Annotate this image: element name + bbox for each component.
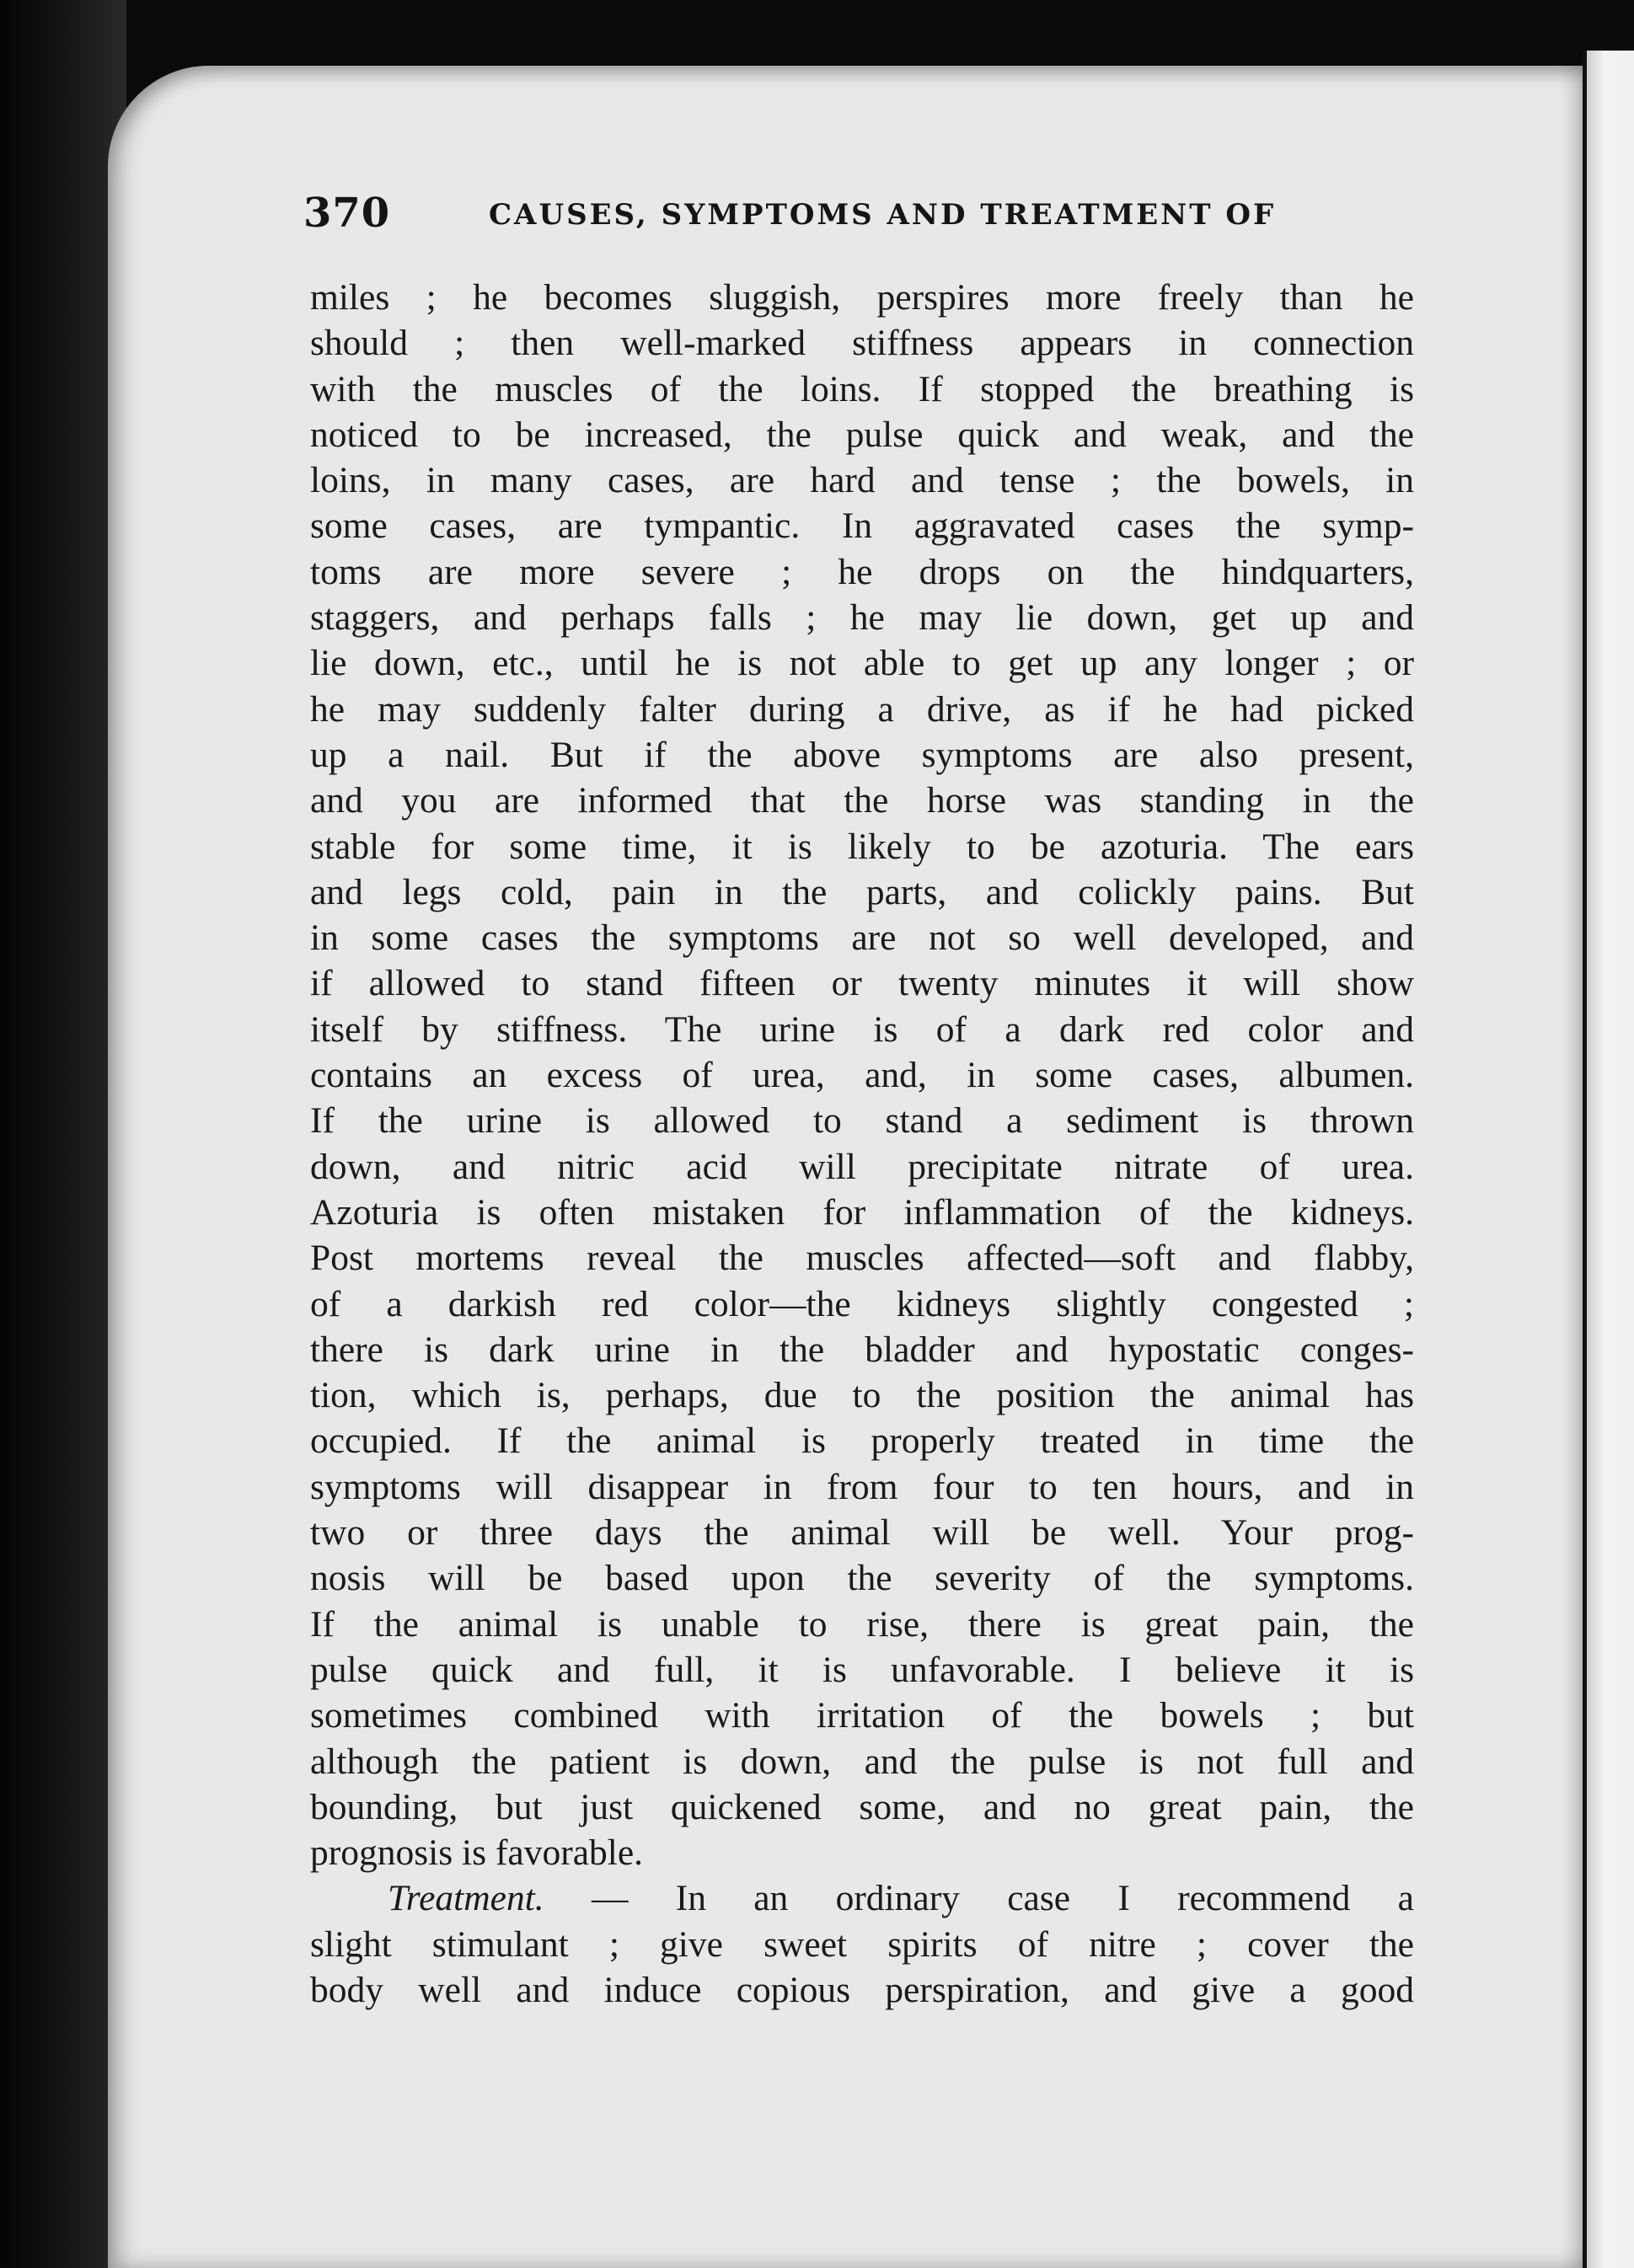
- text-line: bounding, but just quickened some, and no great pain, the: [310, 1786, 1414, 1827]
- treatment-first-line: — In an ordinary case I recommend a: [544, 1878, 1414, 1919]
- text-line: some cases, are tympantic. In aggravated cases the symp-: [310, 505, 1414, 547]
- text-line: Post mortems reveal the muscles affected—soft and flabby,: [310, 1238, 1414, 1279]
- text-line: of a darkish red color—the kidneys slightly congested ;: [310, 1283, 1414, 1324]
- paragraph-symptoms: [310, 275, 1414, 1875]
- paragraph-treatment: [310, 1875, 1414, 2013]
- text-line: in some cases the symptoms are not so well developed, and: [310, 917, 1414, 959]
- running-head-title: CAUSES, SYMPTOMS AND TREATMENT OF: [489, 198, 1277, 232]
- text-line: staggers, and perhaps falls ; he may lie down, get up and: [310, 597, 1414, 639]
- text-line: miles ; he becomes sluggish, perspires more freely than he: [310, 277, 1414, 318]
- text-line: sometimes combined with irritation of the bowels ; but: [310, 1695, 1414, 1736]
- text-line: down, and nitric acid will precipitate nitrate of urea.: [310, 1146, 1414, 1187]
- text-line: noticed to be increased, the pulse quick and weak, and the: [310, 414, 1414, 455]
- text-line: body well and induce copious perspiration, and give a good: [310, 1969, 1414, 2010]
- text-line: if allowed to stand fifteen or twenty minutes it will show: [310, 963, 1414, 1004]
- text-line: with the muscles of the loins. If stopped the breathing is: [310, 368, 1414, 409]
- text-line: symptoms will disappear in from four to ten hours, and in: [310, 1466, 1414, 1507]
- treatment-heading: Treatment.: [388, 1878, 544, 1919]
- text-line: [310, 1875, 1414, 1921]
- text-line: should ; then well-marked stiffness appears in connection: [310, 323, 1414, 364]
- text-line: If the urine is allowed to stand a sediment is thrown: [310, 1100, 1414, 1142]
- text-line: although the patient is down, and the pulse is not full and: [310, 1741, 1414, 1782]
- adjacent-page-edge: [1583, 51, 1634, 2268]
- text-line: stable for some time, it is likely to be azoturia. The ears: [310, 826, 1414, 867]
- text-line: Azoturia is often mistaken for inflammation of the kidneys.: [310, 1191, 1414, 1233]
- text-line: itself by stiffness. The urine is of a dark red color and: [310, 1008, 1414, 1050]
- text-line: occupied. If the animal is properly treated in time the: [310, 1420, 1414, 1462]
- text-line: contains an excess of urea, and, in some cases, albumen.: [310, 1055, 1414, 1096]
- text-line: prognosis is favorable.: [310, 1832, 644, 1874]
- text-line: tion, which is, perhaps, due to the position the animal has: [310, 1375, 1414, 1416]
- text-line: slight stimulant ; give sweet spirits of nitre ; cover the: [310, 1923, 1414, 1965]
- text-line: loins, in many cases, are hard and tense ; the bowels, in: [310, 460, 1414, 501]
- text-line: pulse quick and full, it is unfavorable. I believe it is: [310, 1649, 1414, 1690]
- text-line: and legs cold, pain in the parts, and colickly pains. But: [310, 871, 1414, 912]
- page-edge-shadow: [1559, 66, 1584, 2268]
- text-line: If the animal is unable to rise, there is great pain, the: [310, 1603, 1414, 1645]
- text-line: there is dark urine in the bladder and hypostatic conges-: [310, 1329, 1414, 1370]
- text-line: two or three days the animal will be well. Your prog-: [310, 1512, 1414, 1554]
- text-line: he may suddenly falter during a drive, as if he had picked: [310, 688, 1414, 730]
- text-line: and you are informed that the horse was standing in the: [310, 780, 1414, 821]
- running-head: [303, 190, 1399, 240]
- text-line: lie down, etc., until he is not able to get up any longer ; or: [310, 643, 1414, 684]
- text-line: toms are more severe ; he drops on the hindquarters,: [310, 551, 1414, 592]
- body-text: [310, 275, 1414, 2013]
- text-line: up a nail. But if the above symptoms are also present,: [310, 734, 1414, 775]
- text-line: nosis will be based upon the severity of the symptoms.: [310, 1558, 1414, 1599]
- page-number: 370: [303, 190, 391, 237]
